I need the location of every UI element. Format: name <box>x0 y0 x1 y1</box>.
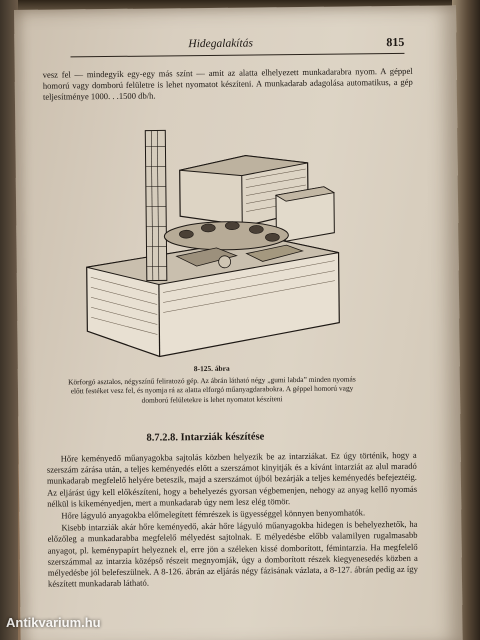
figure-number: 8-125. ábra <box>193 363 230 374</box>
machine-illustration <box>75 115 350 362</box>
paragraph: Hőre keményedő műanyagokba sajtolás közben helyezik be az intarziákat. Ez úgy történik, hogy a szerszám zárása után, a teljes keményedés előtt a szerszámot kinyitják és a kívánt intarziát az alul maradó munkadarab megfelelő helyére beteszik, majd a szerszámot újból bezárják a teljes keményedés befejeztéig. Az eljárást úgy kell előkészíteni, hogy a behelyezés gyorsan végbemenjen, nehogy az anyag kellő nyomás nélkül is kikeményedjen, mert a munkadarab úgy nem lesz elég tömör. <box>46 449 418 509</box>
page-number: 815 <box>386 34 405 50</box>
running-title: Hidegalakítás <box>188 37 253 51</box>
watermark-logo: Antikvarium.hu <box>6 615 101 630</box>
section-heading: 8.7.2.8. Intarziák készítése <box>146 431 265 444</box>
running-head <box>70 34 404 57</box>
intro-paragraph: vesz fel — mindegyik egy-egy más színt — amit az alatta elhelyezett munkadarabra nyom. A géppel homorú vagy domború felületre is lehet nyomatot készíteni. A munkadarab adagolása automatikus, a gép teljesítménye 1000. . .1500 db/h. <box>42 65 413 103</box>
figure-caption <box>62 362 362 406</box>
figure-caption-text: Körforgó asztalos, négyszínű feliratozó gép. Az ábrán látható négy „gumi labda” minden nyomás előtt festéket vesz fel, és nyomja rá az alatta elforgó műanyagdarabokra. A géppel homorú vagy domború felületekre is lehet nyomatot készíteni <box>68 374 356 405</box>
book-page <box>14 5 463 640</box>
intro-text <box>43 66 413 104</box>
section-body <box>47 450 418 591</box>
paragraph: Kisebb intarziák akár hőre keményedő, akár hőre lágyuló műanyagokba hidegen is behelyezhetők, ha előzőleg a munkadarabba megfelelő mélyedést sajtolnak. E mélyedésbe előbb valamilyen rugalmasabb anyagot, pl. keménypapírt helyeznek el, erre jön a széleken kissé domborított, fémintarzia. Ha megfelelő szerszámmal az intarzia középső részeit megnyomják, úgy a domborított részek kiegyenesedés közben a mélyedésbe jól belefeszülnek. A 8-126. ábrán az eljárás négy fázisának vázlata, a 8-127. ábrán pedig az így készített munkadarab látható. <box>47 519 418 589</box>
paragraph: Hőre lágyuló anyagokba előmelegített fémrészek is ügyességgel könnyen benyomhatók. <box>61 507 366 521</box>
